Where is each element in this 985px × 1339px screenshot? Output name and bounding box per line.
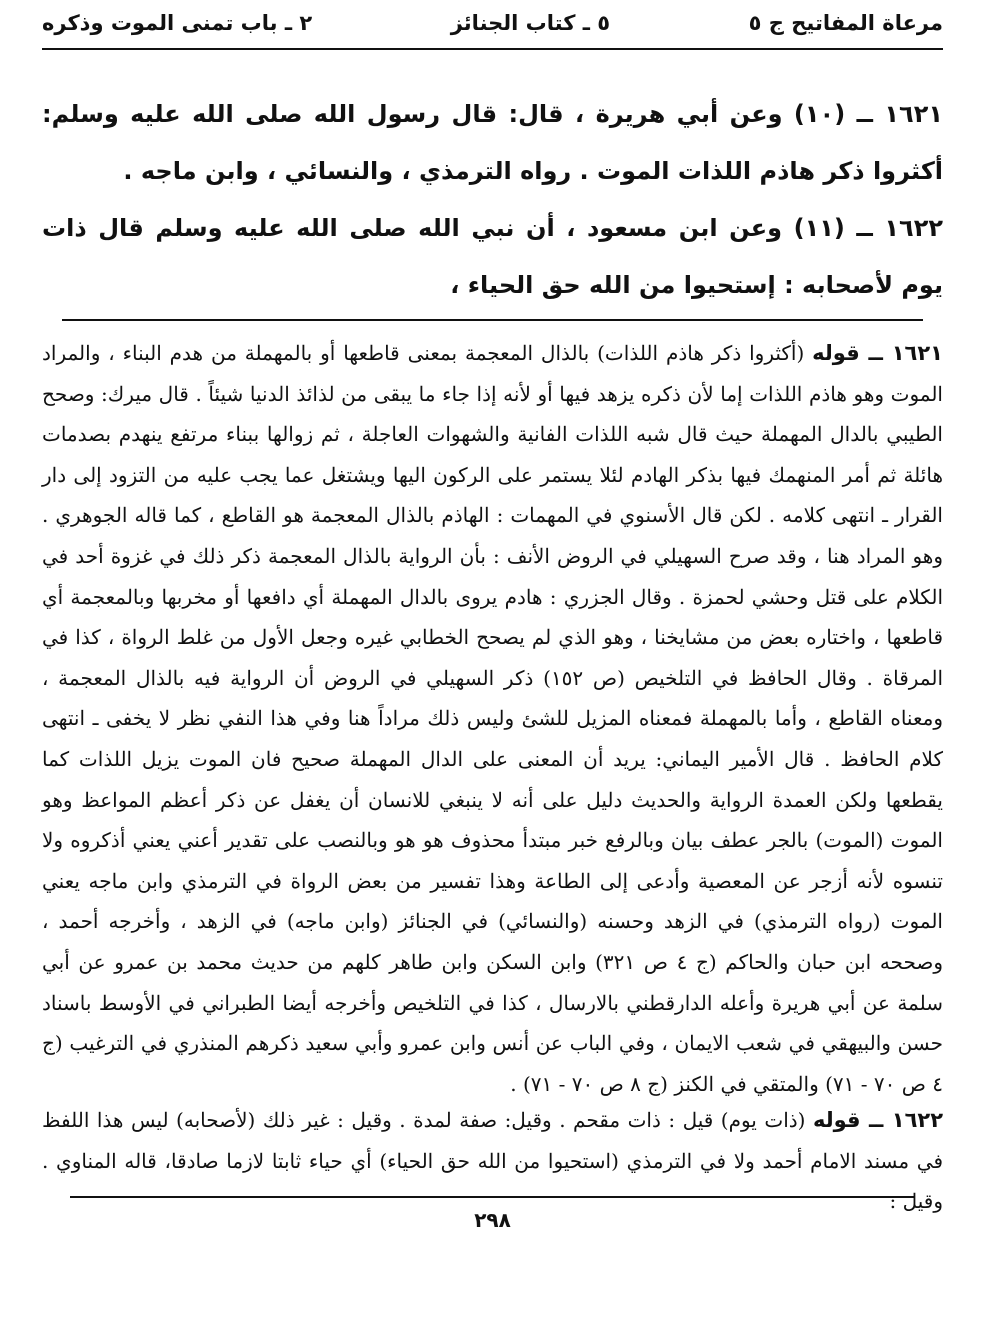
footer-divider	[70, 1196, 915, 1198]
running-header	[42, 0, 943, 46]
hadith-1621-text: ١٦٢١ ــ (١٠) وعن أبي هريرة ، قال: قال رسول الله صلى الله عليه وسلم: أكثروا ذكر هاذم اللذات الموت . رواه الترمذي ، والنسائي ، وابن ماجه .	[42, 100, 943, 185]
page-number: ٢٩٨	[474, 1208, 511, 1232]
section-divider	[62, 319, 923, 321]
commentary-1621-lead: ١٦٢١ ــ قوله	[812, 341, 944, 365]
header-divider	[42, 48, 943, 50]
header-book-volume: مرعاة المفاتيح ج ٥	[748, 11, 943, 35]
header-chapter: ٢ ـ باب تمنى الموت وذكره	[42, 11, 313, 35]
commentary-1622-lead: ١٦٢٢ ــ قوله	[812, 1108, 944, 1132]
commentary-1621	[42, 333, 943, 1104]
commentary-1622-text: (ذات يوم) قيل : ذات مقحم . وقيل: صفة لمدة . وقيل : غير ذلك (لأصحابه) ليس هذا اللفظ في مسند الامام أحمد ولا في الترمذي (استحيوا من الله حق الحياء) أي حياء ثابتا لازما صادقا، قاله المناوي . وقيل :	[42, 1108, 943, 1214]
hadith-1622-text: ١٦٢٢ ــ (١١) وعن ابن مسعود ، أن نبي الله صلى الله عليه وسلم قال ذات يوم لأصحابه : إستحيوا من الله حق الحياء ،	[42, 214, 943, 299]
commentary-1621-text: (أكثروا ذكر هاذم اللذات) بالذال المعجمة بمعنى قاطعها أو بالمهملة من هدم البناء ، والمراد الموت وهو هاذم اللذات إما لأن ذكره يزهد فيها أو لأنه إذا جاء ما يبقى من لذائذ الدنيا شيئاً . قال ميرك: وصحح الطيبي بالدال المهملة حيث قال شبه اللذات الفانية والشهوات العاجلة ، ثم زوالها ببناء مرتفع ينهدم بصدمات هائلة ثم أمر المنهمك فيها بذكر الهادم لئلا يستمر على الركون اليها ويشتغل عما يجب عليه من التزود إلى دار القرار ـ انتهى كلامه . لكن قال الأسنوي في المهمات : الهاذم بالذال المعجمة هو القاطع ، كما قاله الجوهري . وهو المراد هنا ، وقد صرح السهيلي في الروض الأنف : بأن الرواية بالذال المعجمة ذكر ذلك في غزوة أحد في الكلام على قتل وحشي لحمزة . وقال الجزري : هادم يروى بالدال المهملة أي دافعها أو مخربها وبالمعجمة أي قاطعها ، واختاره بعض من مشايخنا ، وهو الذي لم يصحح الخطابي غيره وجعل الأول من غلط الرواة ، كذا في المرقاة . وقال الحافظ في التلخيص (ص ١٥٢) ذكر السهيلي في الروض أن الرواية فيه بالذال المعجمة ، ومعناه القاطع ، وأما بالمهملة فمعناه المزيل للشئ وليس ذلك مراداً هنا وفي هذا النفي نظر لا يخفى ـ انتهى كلام الحافظ . قال الأمير اليماني: يريد أن المعنى على الدال المهملة صحيح فان الموت يزيل اللذات كما يقطعها ولكن العمدة الرواية والحديث دليل على أنه لا ينبغي للانسان أن يغفل عن ذكر أعظم المواعظ وهو الموت (الموت) بالجر عطف بيان وبالرفع خبر مبتدأ محذوف هو هو وبالنصب على تقدير أعني يعني أذكروه ولا تنسوه لأنه أزجر عن المعصية وأدعى إلى الطاعة وهذا تفسير من بعض الرواة في الترمذي وابن ماجه يعني الموت (رواه الترمذي) في الزهد وحسنه (والنسائي) في الجنائز (وابن ماجه) في الزهد ، وأخرجه أحمد ، وصححه ابن حبان والحاكم (ج ٤ ص ٣٢١) وابن السكن وابن طاهر كلهم من حديث محمد بن عمرو عن أبي سلمة عن أبي هريرة وأعله الدارقطني بالارسال ، كذا في التلخيص وأخرجه أيضا الطبراني في الأوسط باسناد حسن والبيهقي في شعب الايمان ، وفي الباب عن أنس وابن عمرو وأبي سعيد ذكرهم المنذري في الترغيب (ج ٤ ص ٧٠ - ٧١) والمتقي في الكنز (ج ٨ ص ٧٠ - ٧١) .	[42, 341, 944, 1096]
commentary-1622	[42, 1100, 943, 1222]
header-book-section: ٥ ـ كتاب الجنائز	[450, 11, 611, 35]
